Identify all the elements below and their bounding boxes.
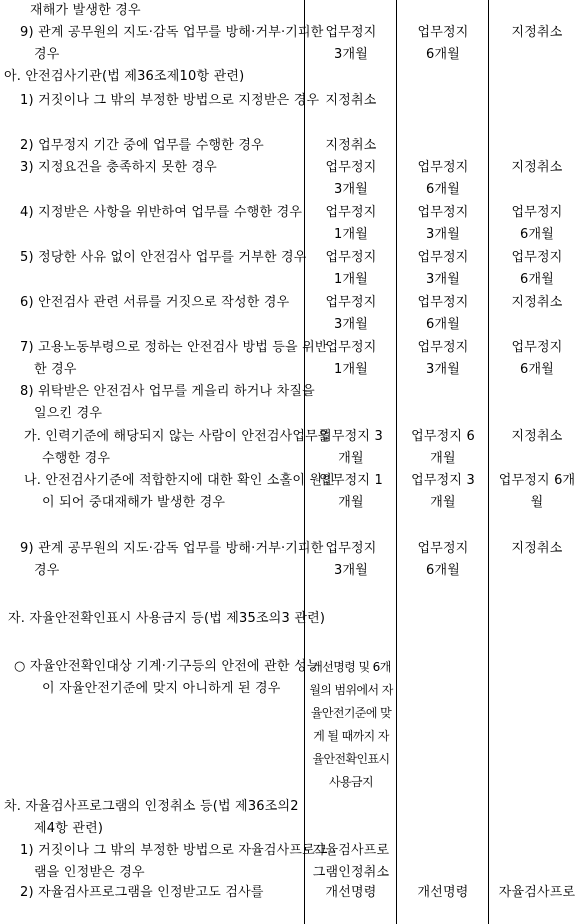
penalty-first: 개선명령 및 6개 월의 범위에서 자 율안전기준에 맞 게 될 때까지 자 율안전확인표시 사용금지 <box>309 660 393 789</box>
penalty-second: 업무정지 6개월 <box>417 541 469 578</box>
penalty-second: 업무정지 3 개월 <box>411 473 475 510</box>
penalty-third: 업무정지 6개월 <box>511 340 563 377</box>
penalty-first: 개선명령 <box>325 885 377 900</box>
violation-text: 7) 고용노동부령으로 정하는 안전검사 방법 등을 위반한 경우 <box>20 340 328 377</box>
penalty-second: 업무정지 3개월 <box>417 250 469 287</box>
penalty-first: 업무정지 1 개월 <box>319 473 383 510</box>
penalty-third: 지정취소 <box>511 541 563 556</box>
penalty-third: 업무정지 6개 월 <box>498 473 576 510</box>
violation-text: 8) 위탁받은 안전검사 업무를 게을리 하거나 차질을 일으킨 경우 <box>20 384 315 421</box>
penalty-first: 업무정지 3 개월 <box>319 429 383 466</box>
penalty-first: 업무정지 1개월 <box>325 250 377 287</box>
violation-text: 나. 안전검사기준에 적합한지에 대한 확인 소홀이 원인이 되어 중대재해가 발생한 경우 <box>24 473 336 510</box>
penalty-third: 지정취소 <box>511 429 563 444</box>
penalty-first: 업무정지 1개월 <box>325 205 377 242</box>
penalty-third: 지정취소 <box>511 295 563 310</box>
penalty-second: 업무정지 6개월 <box>417 295 469 332</box>
section-heading: 아. 안전검사기관(법 제36조제10항 관련) <box>4 69 245 84</box>
penalty-third: 지정취소 <box>511 25 563 40</box>
violation-text: 2) 자율검사프로그램을 인정받고도 검사를 <box>20 885 264 900</box>
penalty-first: 자율검사프로 그램인정취소 <box>312 843 390 880</box>
penalty-second: 개선명령 <box>417 885 469 900</box>
penalty-third: 업무정지 6개월 <box>511 250 563 287</box>
penalty-second: 업무정지 3개월 <box>417 205 469 242</box>
penalty-second: 업무정지 6개월 <box>417 160 469 197</box>
violation-text: ○ 자율안전확인대상 기계·기구등의 안전에 관한 성능이 자율안전기준에 맞지 아니하게 된 경우 <box>14 659 320 696</box>
penalty-first: 지정취소 <box>325 93 377 108</box>
violation-text: 3) 지정요건을 충족하지 못한 경우 <box>20 160 217 175</box>
penalty-third: 업무정지 6개월 <box>511 205 563 242</box>
section-heading: 차. 자율검사프로그램의 인정취소 등(법 제36조의2제4항 관련) <box>4 799 299 836</box>
violation-text: 5) 정당한 사유 없이 안전검사 업무를 거부한 경우 <box>20 250 307 265</box>
penalty-first: 업무정지 3개월 <box>325 160 377 197</box>
penalty-third: 지정취소 <box>511 160 563 175</box>
penalty-first: 업무정지 1개월 <box>325 340 377 377</box>
violation-text: 4) 지정받은 사항을 위반하여 업무를 수행한 경우 <box>20 205 303 220</box>
penalty-second: 업무정지 6 개월 <box>411 429 475 466</box>
violation-text: 9) 관계 공무원의 지도·감독 업무를 방해·거부·기피한 경우 <box>20 25 324 62</box>
column-divider <box>488 0 489 924</box>
violation-text: 1) 거짓이나 그 밖의 부정한 방법으로 지정받은 경우 <box>20 93 320 108</box>
violation-text: 재해가 발생한 경우 <box>30 3 141 18</box>
penalty-third: 자율검사프로 <box>498 885 576 900</box>
violation-text: 9) 관계 공무원의 지도·감독 업무를 방해·거부·기피한 경우 <box>20 541 324 578</box>
penalty-first: 업무정지 3개월 <box>325 295 377 332</box>
penalty-second: 업무정지 3개월 <box>417 340 469 377</box>
violation-text: 6) 안전검사 관련 서류를 거짓으로 작성한 경우 <box>20 295 290 310</box>
penalty-first: 지정취소 <box>325 138 377 153</box>
violation-text: 2) 업무정지 기간 중에 업무를 수행한 경우 <box>20 138 264 153</box>
violation-text: 1) 거짓이나 그 밖의 부정한 방법으로 자율검사프로그램을 인정받은 경우 <box>20 843 328 880</box>
violation-text: 가. 인력기준에 해당되지 않는 사람이 안전검사업무를 수행한 경우 <box>24 429 331 466</box>
column-divider <box>396 0 397 924</box>
section-heading: 자. 자율안전확인표시 사용금지 등(법 제35조의3 관련) <box>8 611 326 626</box>
penalty-second: 업무정지 6개월 <box>417 25 469 62</box>
penalty-first: 업무정지 3개월 <box>325 541 377 578</box>
penalty-first: 업무정지 3개월 <box>325 25 377 62</box>
